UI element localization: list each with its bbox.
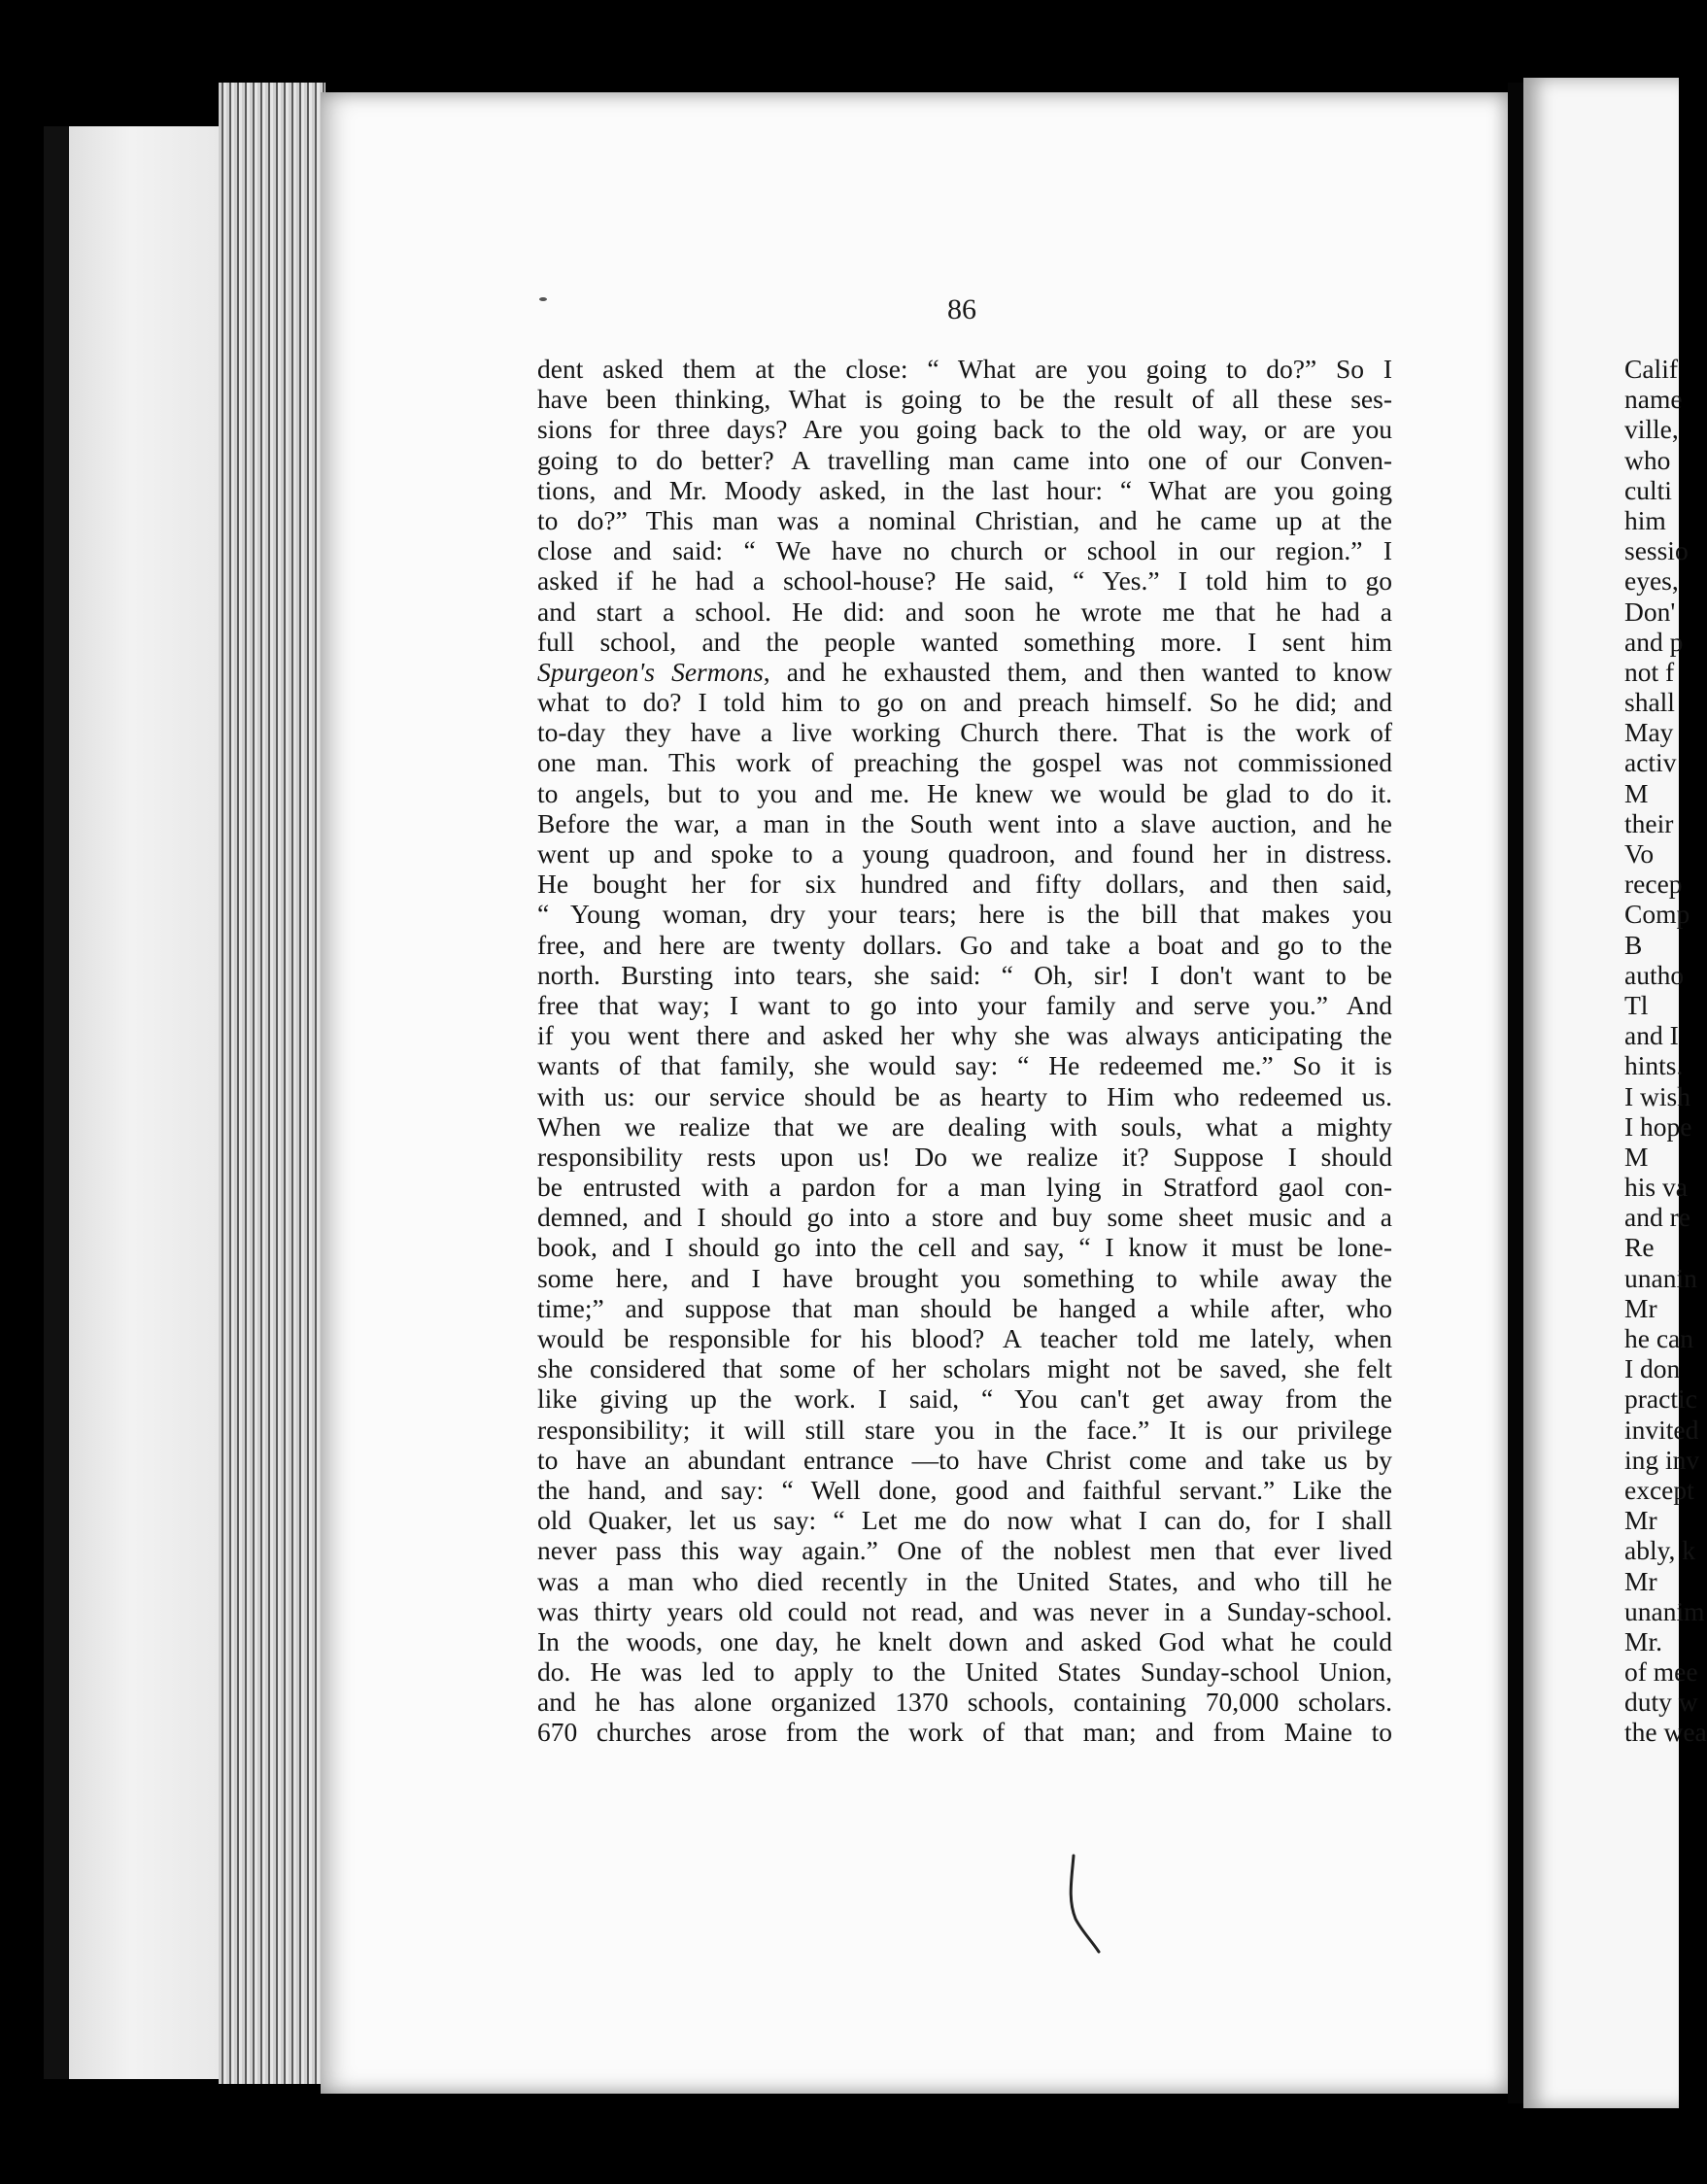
- facing-text-fragment: culti: [1624, 474, 1672, 505]
- facing-text-fragment: sessio: [1624, 535, 1689, 566]
- text-line: have been thinking, What is going to be the result of all these ses-: [537, 384, 1392, 415]
- facing-text-fragment: unanin: [1624, 1262, 1697, 1293]
- facing-text-fragment: and p: [1624, 626, 1684, 657]
- facing-text-fragment: eyes,: [1624, 565, 1679, 597]
- text-line: book, and I should go into the cell and say, “ I know it must be lone-: [537, 1232, 1392, 1263]
- text-line: what to do? I told him to go on and preach himself. So he did; and: [537, 687, 1392, 718]
- text-line: old Quaker, let us say: “ Let me do now what I can do, for I shall: [537, 1505, 1392, 1536]
- facing-text-fragment: of mee: [1624, 1656, 1698, 1688]
- text-line: the hand, and say: “ Well done, good and faithful servant.” Like the: [537, 1474, 1392, 1505]
- text-line: demned, and I should go into a store and buy some sheet music and a: [537, 1202, 1392, 1233]
- facing-text-fragment: I wish: [1624, 1080, 1690, 1111]
- text-line: like giving up the work. I said, “ You can't get away from the: [537, 1383, 1392, 1415]
- text-line: “ Young woman, dry your tears; here is the bill that makes you: [537, 899, 1392, 930]
- book-page-edges: [219, 83, 325, 2084]
- facing-text-fragment: I don: [1624, 1353, 1681, 1384]
- facing-text-fragment: the wea: [1624, 1717, 1707, 1748]
- facing-text-fragment: he can: [1624, 1323, 1693, 1353]
- text-line: to angels, but to you and me. He knew we would be glad to do it.: [537, 777, 1392, 808]
- pen-mark-icon: [1054, 1851, 1112, 1958]
- facing-text-fragment: him: [1624, 504, 1666, 535]
- text-line: do. He was led to apply to the United States Sunday-school Union,: [537, 1656, 1392, 1688]
- text-line: to have an abundant entrance —to have Christ come and take us by: [537, 1444, 1392, 1475]
- text-line: 670 churches arose from the work of that man; and from Maine to: [537, 1717, 1392, 1748]
- facing-text-fragment: activ: [1624, 747, 1677, 778]
- facing-text-fragment: autho: [1624, 959, 1685, 990]
- facing-text-fragment: I hope: [1624, 1110, 1692, 1142]
- text-line: was a man who died recently in the United States, and who till he: [537, 1565, 1392, 1596]
- text-line: went up and spoke to a young quadroon, and found her in distress.: [537, 838, 1392, 869]
- facing-text-fragment: Mr: [1624, 1292, 1657, 1323]
- facing-text-fragment: ably, k: [1624, 1535, 1696, 1566]
- text-line: to do?” This man was a nominal Christian, and he came up at the: [537, 504, 1392, 535]
- text-line: going to do better? A travelling man came into one of our Conven-: [537, 444, 1392, 475]
- facing-text-fragment: invited: [1624, 1414, 1699, 1445]
- page-body-text: [537, 354, 1392, 1748]
- text-line: would be responsible for his blood? A teacher told me lately, when: [537, 1323, 1392, 1353]
- facing-text-fragment: recep: [1624, 869, 1683, 900]
- facing-text-fragment: except: [1624, 1474, 1694, 1505]
- text-line: When we realize that we are dealing with souls, what a mighty: [537, 1110, 1392, 1142]
- text-line: time;” and suppose that man should be hanged a while after, who: [537, 1292, 1392, 1323]
- text-line: wants of that family, she would say: “ He redeemed me.” So it is: [537, 1050, 1392, 1081]
- facing-text-fragment: ville,: [1624, 414, 1679, 445]
- facing-text-fragment: his va: [1624, 1172, 1688, 1203]
- text-line: and he has alone organized 1370 schools, containing 70,000 scholars.: [537, 1687, 1392, 1718]
- text-line: dent asked them at the close: “ What are you going to do?” So I: [537, 354, 1392, 384]
- facing-text-fragment: Comp: [1624, 899, 1690, 930]
- facing-text-fragment: and I: [1624, 1020, 1679, 1051]
- facing-page-text: [1624, 354, 1707, 1748]
- facing-text-fragment: M: [1624, 1141, 1649, 1172]
- text-line: sions for three days? Are you going back to the old way, or are you: [537, 414, 1392, 445]
- text-line: Spurgeon's Sermons, and he exhausted them, and then wanted to know: [537, 656, 1392, 687]
- book-title: Spurgeon's Sermons: [537, 656, 764, 687]
- book-gutter: [1508, 83, 1523, 2103]
- text-line: to-day they have a live working Church there. That is the work of: [537, 717, 1392, 748]
- text-line: In the woods, one day, he knelt down and asked God what he could: [537, 1625, 1392, 1656]
- text-line: and start a school. He did: and soon he wrote me that he had a: [537, 596, 1392, 627]
- text-line: free, and here are twenty dollars. Go and take a boat and go to the: [537, 929, 1392, 960]
- text-line: He bought her for six hundred and fifty dollars, and then said,: [537, 869, 1392, 900]
- text-line: Before the war, a man in the South went into a slave auction, and he: [537, 807, 1392, 838]
- facing-text-fragment: Calif: [1624, 354, 1678, 384]
- text-line: close and said: “ We have no church or school in our region.” I: [537, 535, 1392, 566]
- facing-text-fragment: name: [1624, 384, 1683, 415]
- facing-text-fragment: not f: [1624, 656, 1675, 687]
- facing-text-fragment: unanim: [1624, 1595, 1705, 1626]
- facing-text-fragment: practic: [1624, 1383, 1697, 1415]
- text-line: tions, and Mr. Moody asked, in the last hour: “ What are you going: [537, 474, 1392, 505]
- outer-left-band: [44, 126, 69, 2079]
- facing-text-fragment: Tl: [1624, 989, 1649, 1020]
- text-line: was thirty years old could not read, and was never in a Sunday-school.: [537, 1595, 1392, 1626]
- outer-left-sheet: [44, 126, 238, 2079]
- text-line: asked if he had a school-house? He said, “ Yes.” I told him to go: [537, 565, 1392, 597]
- text-line: some here, and I have brought you something to while away the: [537, 1262, 1392, 1293]
- facing-text-fragment: Vo: [1624, 838, 1655, 869]
- text-line: with us: our service should be as hearty to Him who redeemed us.: [537, 1080, 1392, 1111]
- facing-text-fragment: Mr: [1624, 1505, 1657, 1536]
- facing-text-fragment: Re: [1624, 1232, 1655, 1263]
- facing-text-fragment: M: [1624, 777, 1649, 808]
- page-number: 86: [947, 293, 976, 325]
- text-line: if you went there and asked her why she was always anticipating the: [537, 1020, 1392, 1051]
- facing-text-fragment: May: [1624, 717, 1674, 748]
- facing-text-fragment: Mr.: [1624, 1625, 1662, 1656]
- facing-text-fragment: hints.: [1624, 1050, 1684, 1081]
- text-line: she considered that some of her scholars might not be saved, she felt: [537, 1353, 1392, 1384]
- text-line: responsibility rests upon us! Do we realize it? Suppose I should: [537, 1141, 1392, 1172]
- text-line: one man. This work of preaching the gospel was not commissioned: [537, 747, 1392, 778]
- facing-text-fragment: their: [1624, 807, 1674, 838]
- facing-text-fragment: who: [1624, 444, 1671, 475]
- facing-text-fragment: B: [1624, 929, 1643, 960]
- text-line: never pass this way again.” One of the noblest men that ever lived: [537, 1535, 1392, 1566]
- facing-text-fragment: ing inv: [1624, 1444, 1700, 1475]
- text-line: responsibility; it will still stare you in the face.” It is our privilege: [537, 1414, 1392, 1445]
- text-line: full school, and the people wanted something more. I sent him: [537, 626, 1392, 657]
- facing-text-fragment: duty w: [1624, 1687, 1698, 1718]
- text-line: north. Bursting into tears, she said: “ Oh, sir! I don't want to be: [537, 959, 1392, 990]
- stray-ink-mark: [539, 297, 547, 301]
- facing-text-fragment: shall: [1624, 687, 1675, 718]
- text-line: free that way; I want to go into your family and serve you.” And: [537, 989, 1392, 1020]
- facing-text-fragment: and re: [1624, 1202, 1690, 1233]
- facing-text-fragment: Don': [1624, 596, 1676, 627]
- text-line: be entrusted with a pardon for a man lying in Stratford gaol con-: [537, 1172, 1392, 1203]
- facing-text-fragment: Mr: [1624, 1565, 1657, 1596]
